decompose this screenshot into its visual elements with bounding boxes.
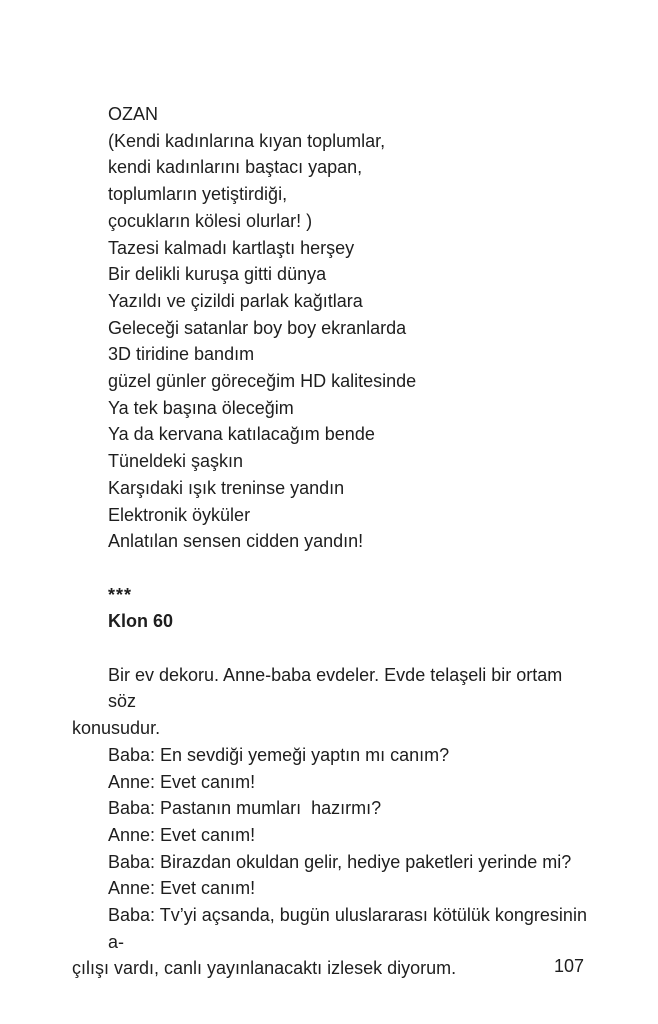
prose-block [72, 662, 590, 982]
poem-line: kendi kadınlarını baştacı yapan, [108, 157, 363, 178]
poem-line: güzel günler göreceğim HD kalitesinde [108, 371, 417, 392]
page-number: 107 [553, 956, 584, 977]
poem-line: 3D tiridine bandım [108, 344, 255, 365]
prose-line: Anne: Evet canım! [108, 771, 256, 792]
prose-line: Baba: Birazdan okuldan gelir, hediye paketleri yerinde mi? [108, 851, 572, 872]
poem-speaker: OZAN [108, 104, 159, 124]
prose-line: Baba: Pastanın mumları hazırmı? [108, 798, 382, 819]
poem-lines [108, 128, 590, 555]
prose-line: Anne: Evet canım! [108, 878, 256, 899]
poem-line: Tazesi kalmadı kartlaştı herşey [108, 237, 355, 258]
poem-line: Ya tek başına öleceğim [108, 397, 294, 418]
prose-line: Bir ev dekoru. Anne-baba evdeler. Evde telaşeli bir ortam söz [108, 664, 568, 712]
section-title: Klon 60 [108, 611, 174, 632]
poem-line: çocukların kölesi olurlar! ) [108, 210, 313, 231]
poem-line: Geleceği satanlar boy boy ekranlarda [108, 317, 407, 338]
prose-line: Anne: Evet canım! [108, 824, 256, 845]
poem-line: toplumların yetiştirdiği, [108, 184, 288, 205]
poem-line: (Kendi kadınlarına kıyan toplumlar, [108, 130, 386, 151]
poem-line: Karşıdaki ışık treninse yandın [108, 477, 345, 498]
poem-block [72, 101, 590, 555]
poem-line: Yazıldı ve çizildi parlak kağıtlara [108, 290, 363, 311]
prose-line: Baba: Tv’yi açsanda, bugün uluslararası kötülük kongresinin a- [108, 905, 592, 952]
prose-line: konusudur. [72, 718, 161, 739]
poem-line: Anlatılan sensen cidden yandın! [108, 531, 364, 552]
prose-line: Baba: En sevdiği yemeği yaptın mı canım? [108, 744, 450, 765]
poem-line: Tüneldeki şaşkın [108, 451, 244, 472]
section-separator: *** [108, 584, 133, 605]
poem-line: Elektronik öyküler [108, 504, 251, 525]
poem-line: Ya da kervana katılacağım bende [108, 424, 375, 445]
prose-line: çılışı vardı, canlı yayınlanacaktı izlesek diyorum. [72, 958, 457, 979]
poem-line: Bir delikli kuruşa gitti dünya [108, 264, 327, 285]
